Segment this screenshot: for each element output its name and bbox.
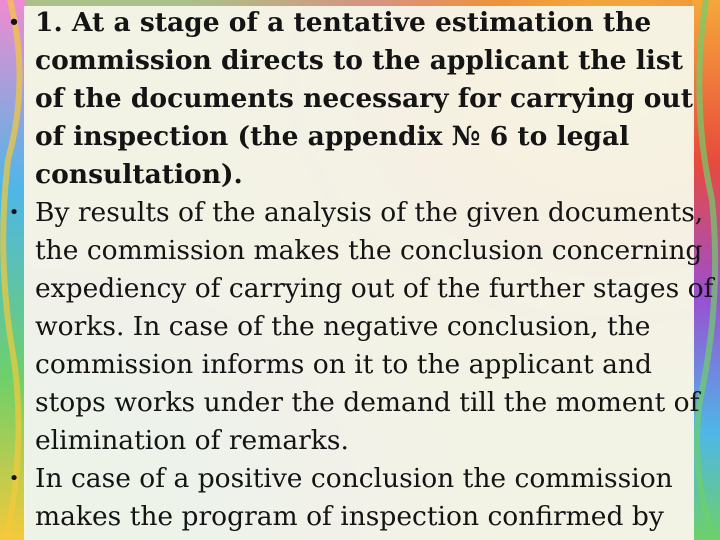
bullet-item-1: [0, 4, 718, 194]
bullet-dot: •: [8, 202, 20, 223]
bullet-item-2: [0, 194, 718, 460]
bullet-text-3: In case of a positive conclusion the commission makes the program of inspection confirmed by: [35, 463, 673, 532]
bullet-dot: •: [8, 12, 20, 33]
bullet-dot: •: [8, 468, 20, 489]
bullet-item-3: [0, 460, 718, 536]
bullet-text-2: By results of the analysis of the given documents, the commission makes the conclusion concerning expediency of carrying out of the further stages of works. In case of the negative conclusion, the commission informs on it to the applicant and stops works under the demand till the moment of elimination of remarks.: [35, 197, 714, 456]
bullet-list: [0, 4, 718, 536]
bullet-text-1: 1. At a stage of a tentative estimation the commission directs to the applicant the list of the documents necessary for carrying out of inspection (the appendix № 6 to legal consultation).: [35, 7, 693, 190]
